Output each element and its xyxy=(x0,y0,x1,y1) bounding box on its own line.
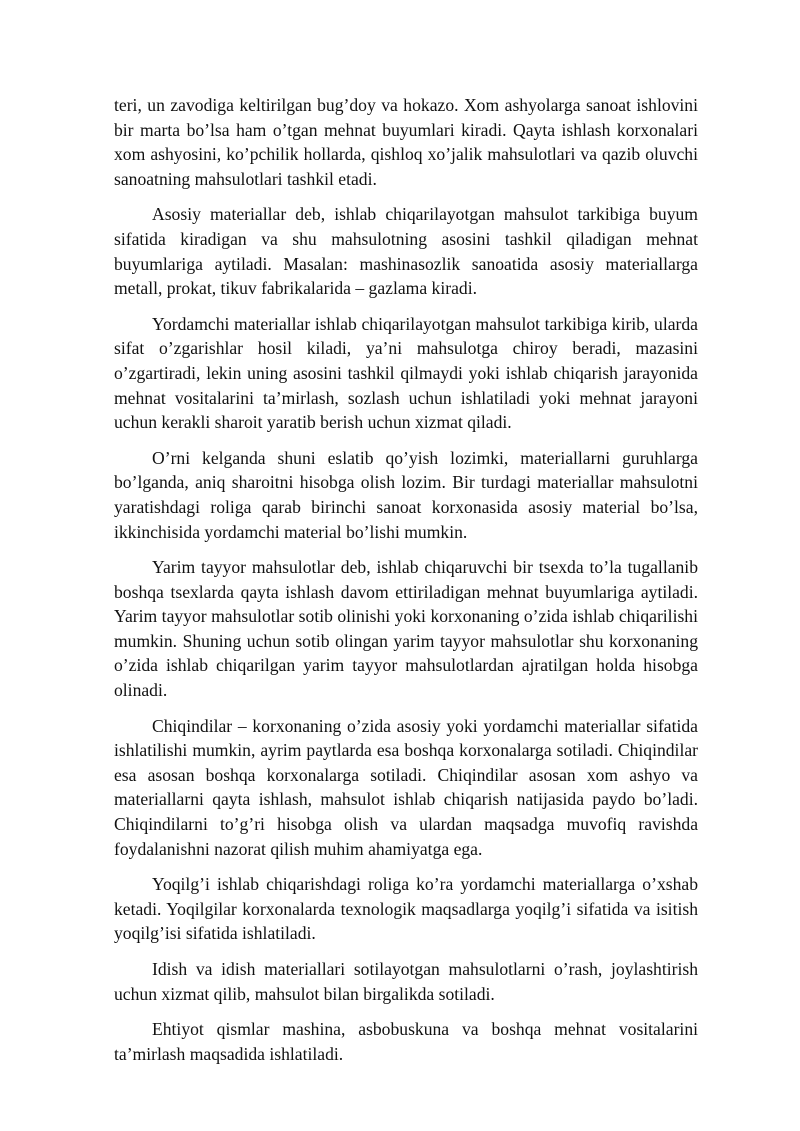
paragraph-continuation: teri, un zavodiga keltirilgan bug’doy va hokazo. Xom ashyolarga sanoat ishlovini bir marta bo’lsa ham o’tgan mehnat buyumlari kiradi. Qayta ishlash korxonalari xom ashyosini, ko’pchilik hollarda, qishloq xo’jalik mahsulotlari va qazib oluvchi sanoatning mahsulotlari tashkil etadi. xyxy=(114,95,698,189)
paragraph-semi-finished-products: Yarim tayyor mahsulotlar deb, ishlab chiqaruvchi bir tsexda to’la tugallanib boshqa tsexlarda qayta ishlash davom ettiriladigan mehnat buyumlariga aytiladi. Yarim tayyor mahsulotlar sotib olinishi yoki korxonaning o’zida ishlab chiqarilishi mumkin. Shuning uchun sotib olingan yarim tayyor mahsulotlar shu korxonaning o’zida ishlab chiqarilgan yarim tayyor mahsulotlardan ajratilgan holda hisobga olinadi. xyxy=(114,557,698,701)
paragraph-main-materials: Asosiy materiallar deb, ishlab chiqarilayotgan mahsulot tarkibiga buyum sifatida kiradigan va shu mahsulotning asosini tashkil qiladigan mehnat buyumlariga aytiladi. Masalan: mashinasozlik sanoatida asosiy materiallarga metall, prokat, tikuv fabrikalarida – gazlama kiradi. xyxy=(114,204,698,299)
paragraph-containers: Idish va idish materiallari sotilayotgan mahsulotlarni o’rash, joylashtirish uchun xizmat qilib, mahsulot bilan birgalikda sotiladi. xyxy=(114,959,698,1004)
paragraph-fuel: Yoqilg’i ishlab chiqarishdagi roliga ko’ra yordamchi materiallarga o’xshab ketadi. Yoqilgilar korxonalarda texnologik maqsadlarga yoqilg’i sifatida va isitish yoqilg’isi sifatida ishlatiladi. xyxy=(114,874,698,944)
paragraph-waste: Chiqindilar – korxonaning o’zida asosiy yoki yordamchi materiallar sifatida ishlatilishi mumkin, ayrim paytlarda esa boshqa korxonalarga sotiladi. Chiqindilar esa asosan boshqa korxonalarga sotiladi. Chiqindilar asosan xom ashyo va materiallarni qayta ishlash, mahsulot ishlab chiqarish natijasida paydo bo’ladi. Chiqindilarni to’g’ri hisobga olish va ulardan maqsadga muvofiq ravishda foydalanishni nazorat qilish muhim ahamiyatga ega. xyxy=(114,715,698,859)
document-page xyxy=(114,93,698,1077)
paragraph-spare-parts: Ehtiyot qismlar mashina, asbobuskuna va boshqa mehnat vositalarini ta’mirlash maqsadida ishlatiladi. xyxy=(114,1019,698,1064)
paragraph-material-grouping: O’rni kelganda shuni eslatib qo’yish lozimki, materiallarni guruhlarga bo’lganda, aniq sharoitni hisobga olish lozim. Bir turdagi materiallar mahsulotni yaratishdagi roliga qarab birinchi sanoat korxonasida asosiy material bo’lsa, ikkinchisida yordamchi material bo’lishi mumkin. xyxy=(114,447,698,542)
paragraph-auxiliary-materials: Yordamchi materiallar ishlab chiqarilayotgan mahsulot tarkibiga kirib, ularda sifat o’zgarishlar hosil kiladi, ya’ni mahsulotga chiroy beradi, mazasini o’zgartiradi, lekin uning asosini tashkil qilmaydi yoki ishlab chiqarish jarayonida mehnat vositalarini ta’mirlash, sozlash uchun ishlatiladi yoki mehnat jarayoni uchun kerakli sharoit yaratib berish uchun xizmat qiladi. xyxy=(114,313,698,433)
